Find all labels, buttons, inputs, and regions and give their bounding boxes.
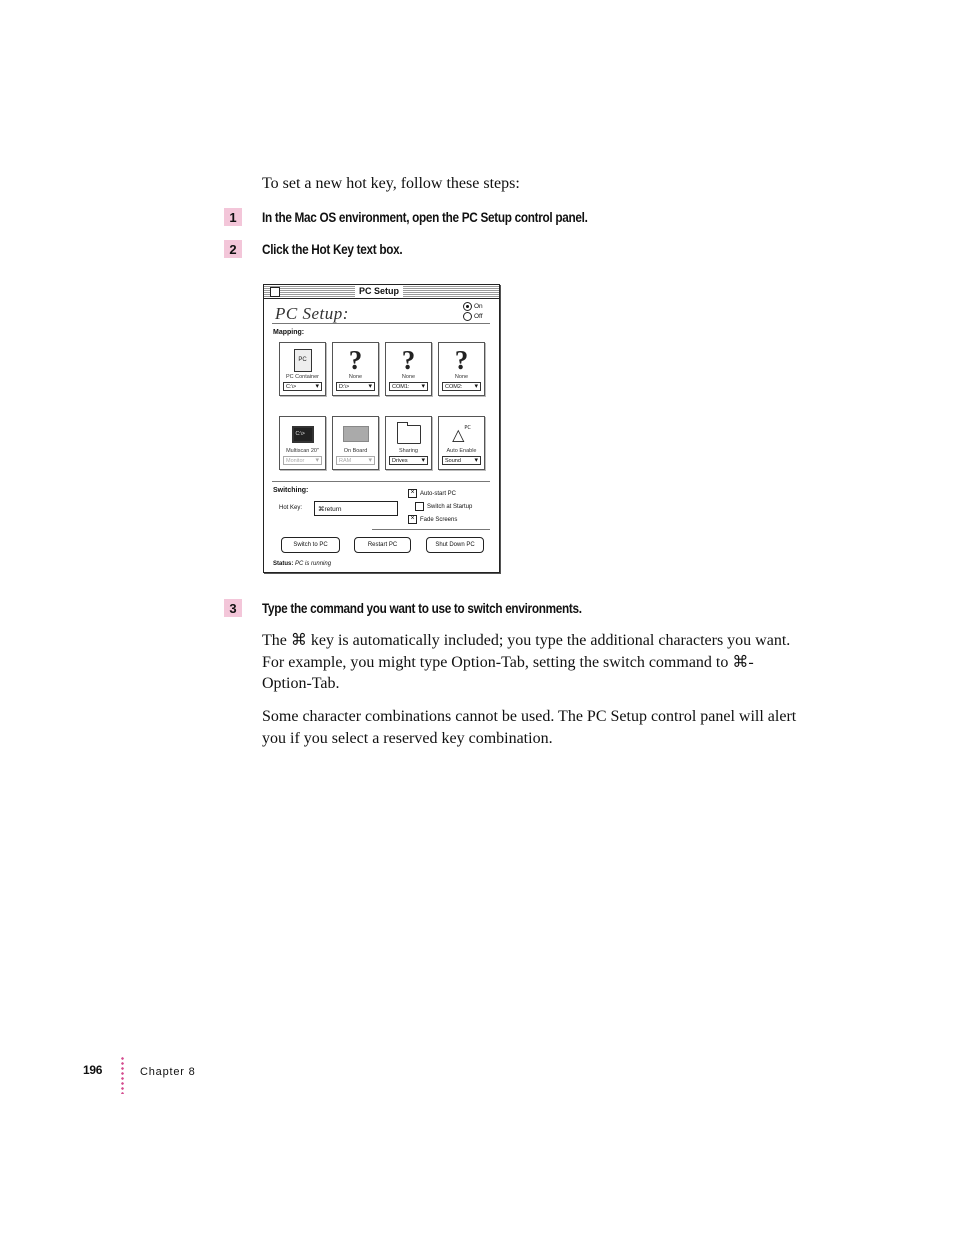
- step-number: 1: [224, 208, 242, 226]
- radio-unselected-icon[interactable]: [463, 312, 472, 321]
- question-icon: ?: [348, 344, 363, 375]
- tile-label: None: [348, 374, 363, 380]
- checkbox-checked-icon[interactable]: ×: [408, 515, 417, 524]
- monitor-select[interactable]: Monitor ▾: [283, 456, 322, 465]
- tile-ram[interactable]: [332, 416, 379, 470]
- checkbox-unchecked-icon[interactable]: [415, 502, 424, 511]
- pc-setup-logo: PC Setup:: [275, 304, 349, 323]
- question-icon: ?: [401, 344, 416, 375]
- hotkey-input[interactable]: ⌘return: [314, 501, 398, 516]
- tile-label: Multiscan 20": [286, 448, 319, 454]
- step-number: 2: [224, 240, 242, 258]
- tile-label: None: [454, 374, 469, 380]
- tile-monitor[interactable]: [279, 416, 326, 470]
- checkbox-checked-icon[interactable]: ×: [408, 489, 417, 498]
- step-3: [224, 599, 582, 617]
- status-label: Status:: [273, 561, 294, 567]
- tile-none-com1[interactable]: [385, 342, 432, 396]
- status-line: [273, 561, 331, 567]
- step-text: Type the command you want to use to switch environments.: [262, 600, 582, 616]
- window-titlebar[interactable]: [264, 285, 499, 299]
- ram-select[interactable]: RAM ▾: [336, 456, 375, 465]
- hotkey-label: Hot Key:: [279, 505, 303, 511]
- drive-select-c[interactable]: C:\> ▾: [283, 382, 322, 391]
- question-icon: ?: [454, 344, 469, 375]
- pc-container-icon: PC: [294, 349, 312, 372]
- power-off-radio[interactable]: [463, 312, 483, 321]
- window-title: PC Setup: [355, 285, 403, 298]
- tile-sound[interactable]: [438, 416, 485, 470]
- option-label: Auto-start PC: [420, 490, 457, 497]
- step-number: 3: [224, 599, 242, 617]
- port-select-com1[interactable]: COM1: ▾: [389, 382, 428, 391]
- tile-none-com2[interactable]: [438, 342, 485, 396]
- drive-select-d[interactable]: D:\> ▾: [336, 382, 375, 391]
- sound-select[interactable]: Sound ▾: [442, 456, 481, 465]
- switching-label: Switching:: [273, 487, 309, 494]
- tile-sharing[interactable]: [385, 416, 432, 470]
- radio-selected-icon[interactable]: [463, 302, 472, 311]
- step-1: [224, 208, 588, 226]
- pc-setup-window: [263, 284, 500, 573]
- tile-label: On Board: [343, 448, 368, 454]
- power-on-label: On: [474, 303, 483, 310]
- step-text: Click the Hot Key text box.: [262, 241, 403, 257]
- divider: [372, 529, 490, 530]
- divider: [272, 323, 490, 324]
- restart-pc-button[interactable]: Restart PC: [354, 537, 411, 553]
- body-paragraph: Some character combinations cannot be used. The PC Setup control panel will alert you if you select a reserved key combination.: [262, 708, 797, 747]
- body-paragraph: The ⌘ key is automatically included; you type the additional characters you want. For example, you might type Option-Tab, setting the switch command to ⌘-Option-Tab.: [262, 632, 791, 692]
- fade-screens-checkbox[interactable]: [408, 515, 457, 524]
- shared-folder-icon: [397, 425, 421, 444]
- step-2: [224, 240, 403, 258]
- tile-none-d[interactable]: [332, 342, 379, 396]
- speaker-icon: △$^{PC}$: [452, 424, 471, 444]
- auto-start-checkbox[interactable]: [408, 489, 456, 498]
- option-label: Switch at Startup: [427, 503, 473, 510]
- status-value: PC is running: [295, 561, 332, 567]
- intro-text: To set a new hot key, follow these steps:: [262, 175, 520, 192]
- tile-label: Auto Enable: [446, 448, 477, 454]
- option-label: Fade Screens: [420, 516, 458, 523]
- memory-icon: [343, 426, 369, 442]
- shut-down-pc-button[interactable]: Shut Down PC: [426, 537, 484, 553]
- chapter-label: Chapter 8: [140, 1066, 196, 1078]
- power-off-label: Off: [474, 313, 483, 320]
- switch-to-pc-button[interactable]: Switch to PC: [281, 537, 340, 553]
- divider: [272, 481, 490, 482]
- tile-label: Sharing: [399, 448, 418, 454]
- tile-pc-container[interactable]: [279, 342, 326, 396]
- tile-label: None: [401, 374, 416, 380]
- drives-select[interactable]: Drives ▾: [389, 456, 428, 465]
- port-select-com2[interactable]: COM2: ▾: [442, 382, 481, 391]
- power-on-radio[interactable]: [463, 302, 483, 311]
- tile-label: PC Container: [285, 374, 320, 380]
- page-number: 196: [83, 1063, 103, 1077]
- dotted-rule: [121, 1056, 124, 1094]
- close-box-icon[interactable]: [270, 287, 280, 297]
- switch-at-startup-checkbox[interactable]: [415, 502, 472, 511]
- step-text: In the Mac OS environment, open the PC Setup control panel.: [262, 209, 588, 225]
- mapping-label: Mapping:: [273, 329, 305, 336]
- monitor-icon: C:\>: [292, 426, 314, 443]
